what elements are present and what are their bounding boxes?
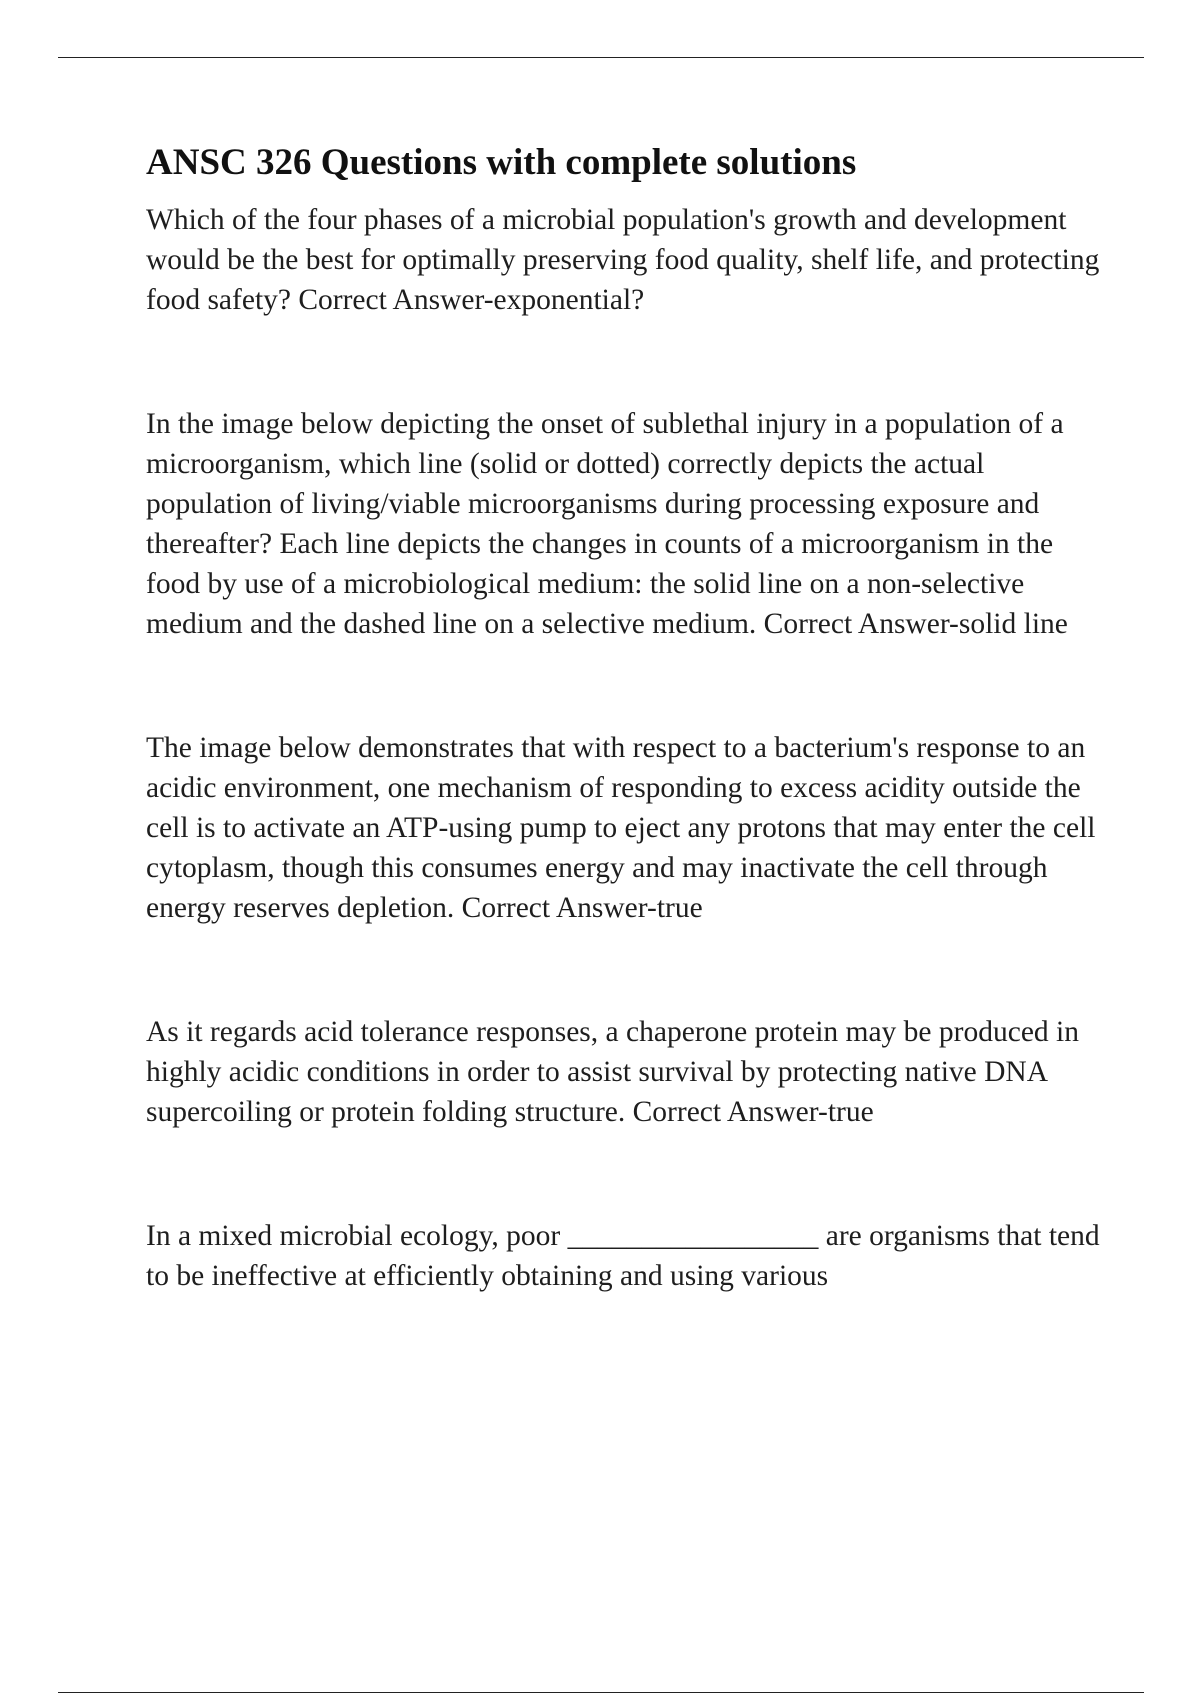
question-4: As it regards acid tolerance responses, a chaperone protein may be produced in highly acidic conditions in order to assist survival by protecting native DNA supercoiling or protein folding structure. Correct Answer-true — [146, 1016, 1079, 1128]
question-5: In a mixed microbial ecology, poor _________________ are organisms that tend to be ineffective at efficiently obtaining and using various — [146, 1220, 1100, 1292]
question-1: Which of the four phases of a microbial population's growth and development would be the best for optimally preserving food quality, shelf life, and protecting food safety? Correct Answer-exponential? — [146, 204, 1100, 316]
document-body — [146, 140, 1106, 1380]
top-divider — [58, 57, 1144, 58]
bottom-divider — [58, 1692, 1144, 1693]
question-2: In the image below depicting the onset of sublethal injury in a population of a microorganism, which line (solid or dotted) correctly depicts the actual population of living/viable microorganisms during processing exposure and thereafter? Each line depicts the changes in counts of a microorganism in the food by use of a microbiological medium: the solid line on a non-selective medium and the dashed line on a selective medium. Correct Answer-solid line — [146, 408, 1068, 640]
question-3: The image below demonstrates that with respect to a bacterium's response to an acidic environment, one mechanism of responding to excess acidity outside the cell is to activate an ATP-using pump to eject any protons that may enter the cell cytoplasm, though this consumes energy and may inactivate the cell through energy reserves depletion. Correct Answer-true — [146, 732, 1096, 924]
document-title: ANSC 326 Questions with complete solutions — [146, 142, 857, 183]
